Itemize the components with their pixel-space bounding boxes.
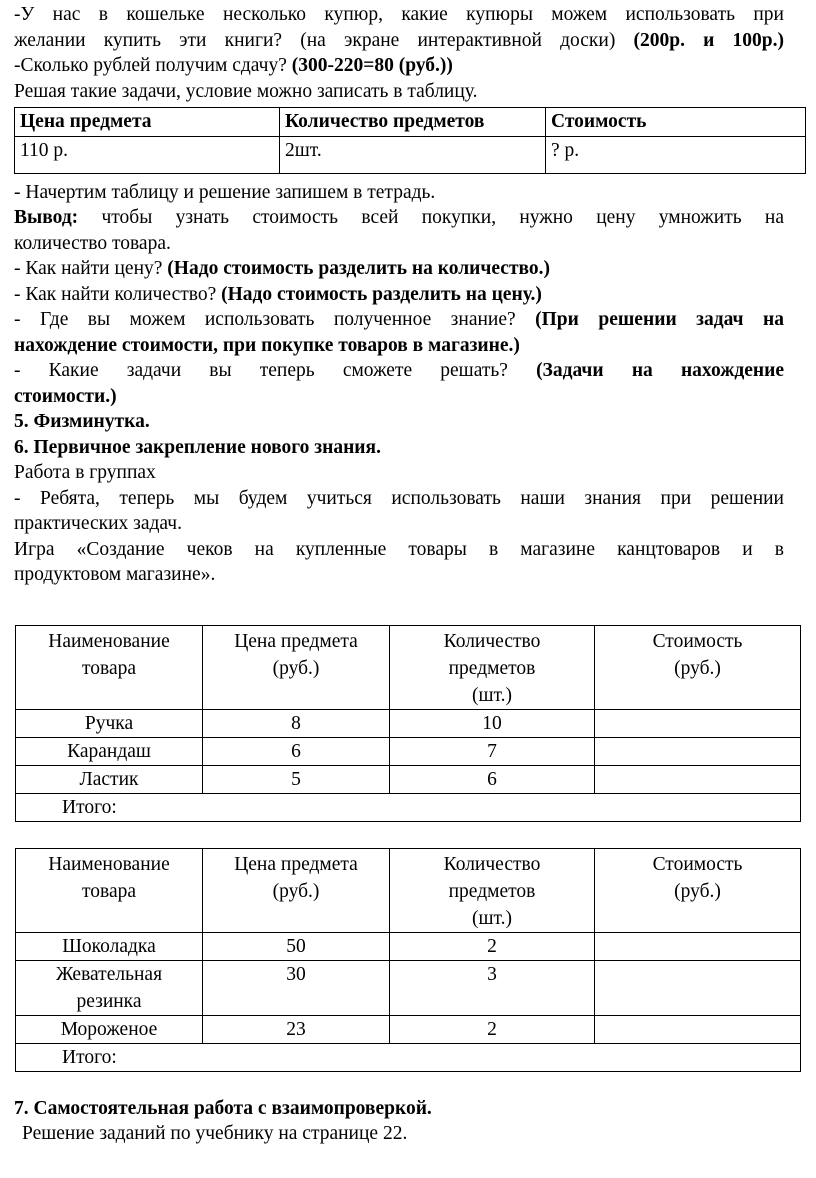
intro-line-3 bbox=[14, 53, 784, 79]
cell-quantity: 2 bbox=[390, 932, 595, 960]
header-line: Стоимость bbox=[652, 630, 743, 652]
table-row bbox=[16, 765, 801, 793]
header-line: Цена предмета bbox=[234, 630, 358, 652]
intro-question: желании купить эти книги? (на экране интерактивной доски) bbox=[14, 29, 634, 51]
group-work: Работа в группах bbox=[14, 462, 156, 483]
header-line: (шт.) bbox=[472, 907, 512, 929]
grocery-table-header bbox=[16, 848, 801, 932]
header-line: (руб.) bbox=[674, 880, 721, 902]
col-quantity bbox=[390, 625, 595, 709]
question-tasks bbox=[14, 358, 784, 384]
cell-name: Ластик bbox=[16, 765, 203, 793]
header-line: Количество bbox=[443, 853, 541, 875]
header-line: Наименование bbox=[48, 853, 170, 875]
col-price bbox=[203, 848, 390, 932]
cell-name: Жевательная резинка bbox=[16, 960, 203, 1015]
header-line: Стоимость bbox=[652, 853, 743, 875]
total-label: Итого: bbox=[16, 793, 801, 821]
header-line: (руб.) bbox=[272, 657, 320, 679]
cell-name: Ручка bbox=[16, 709, 203, 737]
question-text: - Как найти цену? bbox=[14, 258, 168, 279]
intro-line-2 bbox=[14, 28, 784, 54]
question-tasks-cont: стоимости.) bbox=[14, 385, 117, 407]
conclusion-label: Вывод: bbox=[14, 207, 79, 228]
section-6-heading: 6. Первичное закрепление нового знания. bbox=[14, 436, 381, 458]
cell-cost bbox=[595, 709, 801, 737]
total-row bbox=[16, 793, 801, 821]
section-7-heading: 7. Самостоятельная работа с взаимопроверкой. bbox=[14, 1097, 432, 1119]
cell-name: Мороженое bbox=[16, 1015, 203, 1043]
cell-price: 30 bbox=[203, 960, 390, 1015]
change-question: -Сколько рублей получим сдачу? bbox=[14, 55, 292, 76]
cell-price: 110 р. bbox=[15, 136, 280, 173]
stationery-table-header bbox=[16, 625, 801, 709]
cell-cost bbox=[595, 960, 801, 1015]
question-text: - Где вы можем использовать полученное знание? bbox=[14, 309, 536, 330]
col-name bbox=[16, 848, 203, 932]
col-name bbox=[16, 625, 203, 709]
cell-price: 5 bbox=[203, 765, 390, 793]
header-cost: Стоимость bbox=[546, 108, 806, 137]
cell-price: 23 bbox=[203, 1015, 390, 1043]
question-price bbox=[14, 256, 784, 282]
section-5-heading: 5. Физминутка. bbox=[14, 411, 150, 432]
conclusion-line-2: количество товара. bbox=[14, 232, 171, 254]
cell-cost bbox=[595, 765, 801, 793]
kids-line-1: - Ребята, теперь мы будем учиться использовать наши знания при решении bbox=[14, 487, 784, 509]
conclusion-line-1 bbox=[14, 205, 784, 231]
question-text: - Какие задачи вы теперь сможете решать? bbox=[14, 360, 537, 381]
cell-cost bbox=[595, 1015, 801, 1043]
header-line: товара bbox=[81, 657, 137, 679]
table-row bbox=[16, 932, 801, 960]
stationery-table bbox=[15, 625, 801, 822]
cell-name: Карандаш bbox=[16, 737, 203, 765]
game-line-2: продуктовом магазине». bbox=[14, 564, 216, 585]
cell-price: 8 bbox=[203, 709, 390, 737]
intro-line-4: Решая такие задачи, условие можно записать в таблицу. bbox=[14, 80, 478, 102]
header-line: предметов bbox=[448, 657, 536, 679]
question-text: - Как найти количество? bbox=[14, 283, 222, 305]
cell-quantity: 10 bbox=[390, 709, 595, 737]
answer-text: (Задачи на нахождение bbox=[536, 360, 784, 381]
cell-name: Шоколадка bbox=[16, 932, 203, 960]
cell-cost: ? р. bbox=[546, 136, 806, 173]
cell-quantity: 2шт. bbox=[280, 136, 546, 173]
header-price: Цена предмета bbox=[15, 108, 280, 137]
header-line: Цена предмета bbox=[234, 853, 358, 875]
cell-quantity: 6 bbox=[390, 765, 595, 793]
question-usage bbox=[14, 307, 784, 333]
header-line: товара bbox=[81, 880, 137, 902]
textbook-task: Решение заданий по учебнику на странице 22. bbox=[22, 1123, 408, 1144]
header-quantity: Количество предметов bbox=[280, 108, 546, 137]
col-price bbox=[203, 625, 390, 709]
change-answer: (300-220=80 (руб.)) bbox=[291, 55, 453, 76]
header-line: Наименование bbox=[48, 630, 170, 652]
intro-line-1: -У нас в кошельке несколько купюр, какие купюры можем использовать при bbox=[14, 4, 784, 25]
cell-cost bbox=[595, 737, 801, 765]
cell-cost bbox=[595, 932, 801, 960]
cell-price: 50 bbox=[203, 932, 390, 960]
header-line: Количество bbox=[443, 630, 541, 652]
total-label: Итого: bbox=[16, 1043, 801, 1071]
col-quantity bbox=[390, 848, 595, 932]
col-cost bbox=[595, 848, 801, 932]
header-line: предметов bbox=[448, 880, 536, 902]
table-row bbox=[16, 960, 801, 1015]
draw-instruction: - Начертим таблицу и решение запишем в тетрадь. bbox=[14, 181, 436, 203]
answer-text: (Надо стоимость разделить на количество.) bbox=[167, 258, 551, 279]
header-line: (руб.) bbox=[272, 880, 320, 902]
cell-price: 6 bbox=[203, 737, 390, 765]
price-table-row bbox=[15, 136, 806, 173]
intro-answer: (200р. и 100р.) bbox=[633, 29, 784, 51]
question-quantity bbox=[14, 282, 784, 308]
price-table bbox=[14, 107, 806, 174]
answer-text: (Надо стоимость разделить на цену.) bbox=[221, 283, 542, 305]
cell-quantity: 3 bbox=[390, 960, 595, 1015]
grocery-table bbox=[15, 848, 801, 1072]
answer-text: (При решении задач на bbox=[535, 309, 785, 330]
total-row bbox=[16, 1043, 801, 1071]
table-row bbox=[16, 709, 801, 737]
cell-quantity: 2 bbox=[390, 1015, 595, 1043]
header-line: (шт.) bbox=[472, 684, 512, 706]
table-row bbox=[16, 1015, 801, 1043]
game-line-1: Игра «Создание чеков на купленные товары в магазине канцтоваров и в bbox=[14, 538, 784, 560]
header-line: (руб.) bbox=[674, 657, 721, 679]
cell-quantity: 7 bbox=[390, 737, 595, 765]
table-row bbox=[16, 737, 801, 765]
kids-line-2: практических задач. bbox=[14, 513, 182, 534]
document-page bbox=[14, 2, 784, 1147]
question-usage-cont: нахождение стоимости, при покупке товаров в магазине.) bbox=[14, 334, 520, 356]
conclusion-text: чтобы узнать стоимость всей покупки, нужно цену умножить на bbox=[78, 207, 784, 228]
col-cost bbox=[595, 625, 801, 709]
price-table-header bbox=[15, 108, 806, 137]
